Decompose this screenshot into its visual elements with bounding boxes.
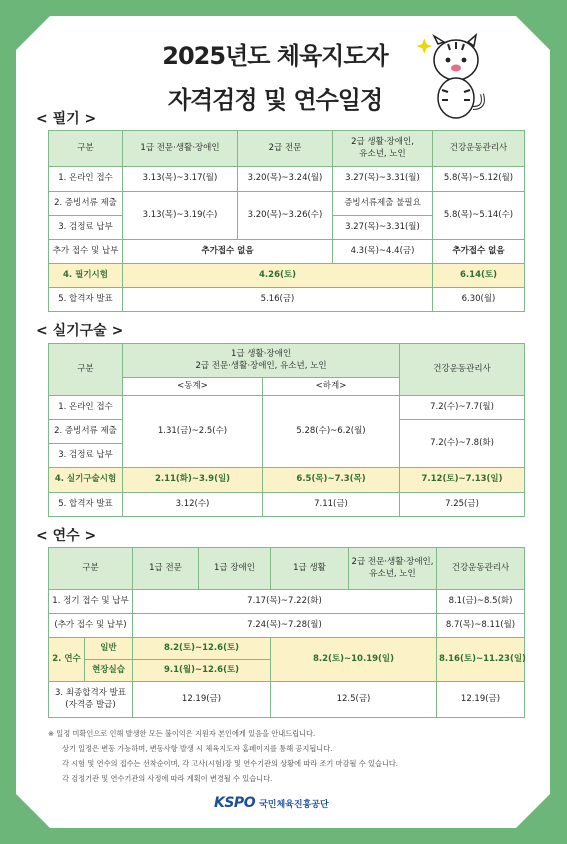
table-cell: 추가접수 없음	[433, 240, 525, 264]
table-cell: 3.20(목)~3.26(수)	[238, 192, 333, 240]
table-cell: 3.20(목)~3.24(월)	[238, 167, 333, 192]
section-training: < 연수 >	[36, 528, 97, 544]
table-cell: 7.11(금)	[263, 493, 400, 517]
table-cell: 9.1(월)~12.6(토)	[133, 660, 271, 682]
table-cell: 3.13(목)~3.19(수)	[123, 192, 238, 240]
written-header-cell: 2급 생활·장애인, 유소년, 노인	[333, 131, 433, 167]
table-cell: 6.5(목)~7.3(목)	[263, 468, 400, 493]
table-cell: 3.27(목)~3.31(월)	[333, 216, 433, 240]
table-cell: 4.26(토)	[123, 264, 433, 288]
table-cell: 6.30(월)	[433, 288, 525, 312]
table-cell: 2.11(화)~3.9(일)	[123, 468, 263, 493]
practical-header-cell: <동계>	[123, 378, 263, 396]
note-line: 상기 일정은 변동 가능하며, 변동사항 발생 시 체육지도자 홈페이지를 통해 공지됩니다.	[62, 744, 333, 753]
training-header-cell: 1급 장애인	[199, 548, 271, 590]
logo-mark: KSPO	[214, 795, 256, 811]
logo-name: 국민체육진흥공단	[259, 799, 329, 810]
notes-block	[48, 726, 528, 786]
row-label: 추가 접수 및 납부	[49, 240, 123, 264]
table-cell: 12.19(금)	[437, 682, 525, 718]
section-written: < 필기 >	[36, 111, 97, 127]
table-cell: 7.24(목)~7.28(월)	[133, 614, 437, 638]
row-label: 5. 합격자 발표	[49, 288, 123, 312]
written-header-cell: 1급 전문·생활·장애인	[123, 131, 238, 167]
corner-tab	[16, 794, 50, 828]
row-label: 2. 연수	[49, 638, 85, 682]
written-header-cell: 건강운동관리사	[433, 131, 525, 167]
written-header-cell: 구분	[49, 131, 123, 167]
row-label: 1. 온라인 접수	[49, 396, 123, 420]
table-cell: 1.31(금)~2.5(수)	[123, 396, 263, 468]
table-cell: 추가접수 없음	[123, 240, 333, 264]
row-label: 3. 검정료 납부	[49, 216, 123, 240]
table-cell: 5.8(목)~5.12(월)	[433, 167, 525, 192]
row-label: 4. 필기시험	[49, 264, 123, 288]
table-cell: 8.16(토)~11.23(일)	[437, 638, 525, 682]
table-cell: 6.14(토)	[433, 264, 525, 288]
practical-header-cell: 구분	[49, 344, 123, 396]
corner-tab	[516, 16, 550, 50]
practical-header-cell: 건강운동관리사	[400, 344, 525, 396]
training-header-cell: 1급 생활	[271, 548, 349, 590]
table-cell: 3.27(목)~3.31(월)	[333, 167, 433, 192]
kspo-logo	[214, 795, 329, 811]
note-line: 각 시험 및 연수의 접수는 선착순이며, 각 고사(시험)장 및 연수기관의 상황에 따라 조기 마감될 수 있습니다.	[62, 759, 399, 768]
tiger-mascot-icon	[416, 30, 488, 122]
corner-tab	[516, 794, 550, 828]
table-cell: 5.16(금)	[123, 288, 433, 312]
table-cell: 7.2(수)~7.8(화)	[400, 420, 525, 468]
section-practical: < 실기구술 >	[36, 323, 124, 339]
row-label: 3. 최종합격자 발표 (자격증 발급)	[49, 682, 133, 718]
table-cell: 4.3(목)~4.4(금)	[333, 240, 433, 264]
note-line: 각 검정기관 및 연수기관의 사정에 따라 계획이 변경될 수 있습니다.	[62, 774, 273, 783]
table-cell: 5.28(수)~6.2(월)	[263, 396, 400, 468]
table-cell: 8.7(목)~8.11(월)	[437, 614, 525, 638]
table-cell: 7.17(목)~7.22(화)	[133, 590, 437, 614]
table-cell: 7.25(금)	[400, 493, 525, 517]
table-cell: 8.2(토)~10.19(일)	[271, 638, 437, 682]
training-header-cell: 1급 전문	[133, 548, 199, 590]
training-table	[48, 547, 525, 718]
table-cell: 8.2(토)~12.6(토)	[133, 638, 271, 660]
practical-header-cell: 1급 생활·장애인 2급 전문·생활·장애인, 유소년, 노인	[123, 344, 400, 378]
table-cell: 3.13(목)~3.17(월)	[123, 167, 238, 192]
row-label: 2. 증빙서류 제출	[49, 420, 123, 444]
table-cell: 7.12(토)~7.13(일)	[400, 468, 525, 493]
training-header-cell: 구분	[49, 548, 133, 590]
table-cell: 증빙서류제출 불필요	[333, 192, 433, 216]
row-sublabel: 일반	[85, 638, 133, 660]
table-cell: 8.1(금)~8.5(화)	[437, 590, 525, 614]
practical-table	[48, 343, 525, 517]
training-header-cell: 건강운동관리사	[437, 548, 525, 590]
table-cell: 5.8(목)~5.14(수)	[433, 192, 525, 240]
row-label: 4. 실기구술시험	[49, 468, 123, 493]
written-header-cell: 2급 전문	[238, 131, 333, 167]
row-label: 1. 정기 접수 및 납부	[49, 590, 133, 614]
table-cell: 7.2(수)~7.7(월)	[400, 396, 525, 420]
training-header-cell: 2급 전문·생활·장애인, 유소년, 노인	[349, 548, 437, 590]
page-title-line2: 자격검정 및 연수일정	[167, 86, 383, 114]
table-cell: 12.19(금)	[133, 682, 271, 718]
row-label: 3. 검정료 납부	[49, 444, 123, 468]
note-line: ※ 일정 미확인으로 인해 발생한 모든 불이익은 지원자 본인에게 있음을 안내드립니다.	[48, 729, 316, 738]
table-cell: 12.5(금)	[271, 682, 437, 718]
practical-header-cell: <하계>	[263, 378, 400, 396]
table-cell: 3.12(수)	[123, 493, 263, 517]
page-title-line1: 2025년도 체육지도자	[162, 42, 388, 70]
row-label: 2. 증빙서류 제출	[49, 192, 123, 216]
row-sublabel: 현장실습	[85, 660, 133, 682]
row-label: 1. 온라인 접수	[49, 167, 123, 192]
row-label: 5. 합격자 발표	[49, 493, 123, 517]
corner-tab	[16, 16, 50, 50]
written-table	[48, 130, 525, 312]
row-label: (추가 접수 및 납부)	[49, 614, 133, 638]
